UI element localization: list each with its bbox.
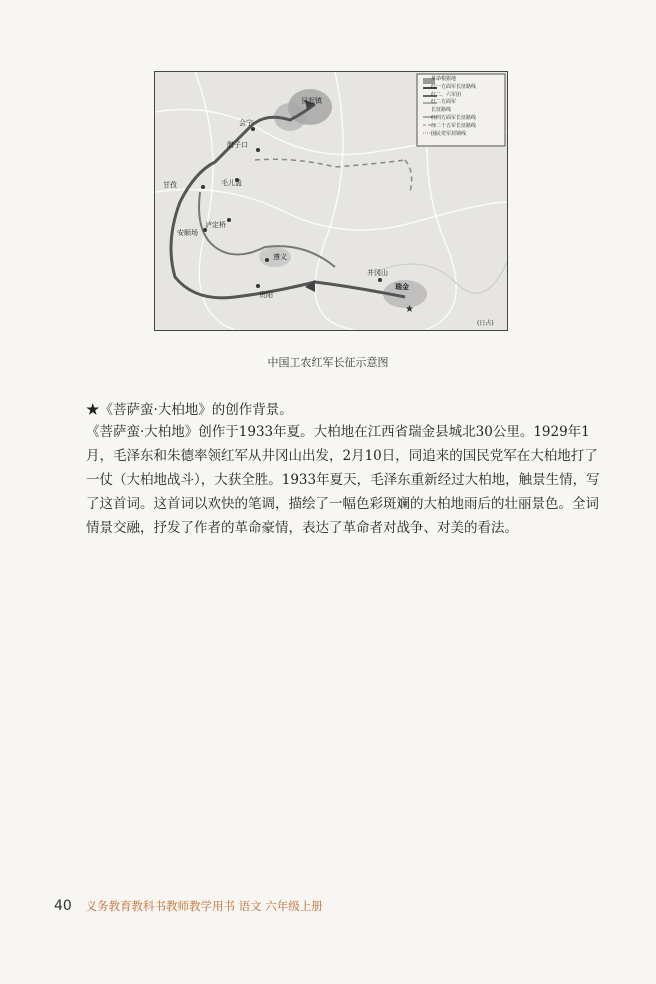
place-label: 瑞金 [395,283,409,291]
place-label: 井冈山 [367,269,388,277]
book-title: 义务教育教科书教师教学用书 语文 六年级上册 [85,899,323,913]
place-label: 甘孜 [163,181,177,189]
place-label: 贵阳 [259,291,273,299]
place-label: 腊子口 [227,141,248,149]
place-label: 吴起镇 [301,97,322,105]
body-paragraph: 《菩萨蛮·大柏地》创作于1933年夏。大柏地在江西省瑞金县城北30公里。1929年1月，毛泽东和朱德率领红军从井冈山出发，2月10日，同追来的国民党军在大柏地打了一仗（大柏地战斗），大获全胜。1933年夏天，毛泽东重新经过大柏地，触景生情，写了这首词。这首词以欢快的笔调，描绘了一幅色彩斑斓的大柏地雨后的壮丽景色。全词情景交融，抒发了作者的革命豪情，表达了革命者对战争、对美的看法。 [86,424,600,536]
legend-item: 国民党军封锁线 [431,130,467,137]
legend-item: 红二、六军团 [431,91,462,98]
legend-item: 红四方面军长征路线 [431,114,477,121]
place-label: 泸定桥 [205,221,226,229]
map-legend [431,76,505,138]
long-march-map [154,71,508,331]
legend-item: 长征路线 [431,107,452,114]
legend-item: 红二十五军长征路线 [431,122,477,129]
place-label: 会宁 [239,119,253,127]
page-number: 40 [54,898,72,914]
page-footer [54,898,323,914]
place-label: 毛儿盖 [221,179,242,187]
place-label: 遵义 [273,253,287,261]
figure-caption: 中国工农红军长征示意图 [267,356,389,369]
section-heading: ★《菩萨蛮·大柏地》的创作背景。 [86,402,293,418]
legend-item: 红一方面军长征路线 [431,83,477,90]
legend-item: 红二方面军 [431,99,457,106]
map-annotation: (日占) [477,320,494,327]
svg-text:★: ★ [405,304,414,315]
legend-item: 革命根据地 [431,76,457,82]
place-label: 安顺场 [177,229,198,237]
